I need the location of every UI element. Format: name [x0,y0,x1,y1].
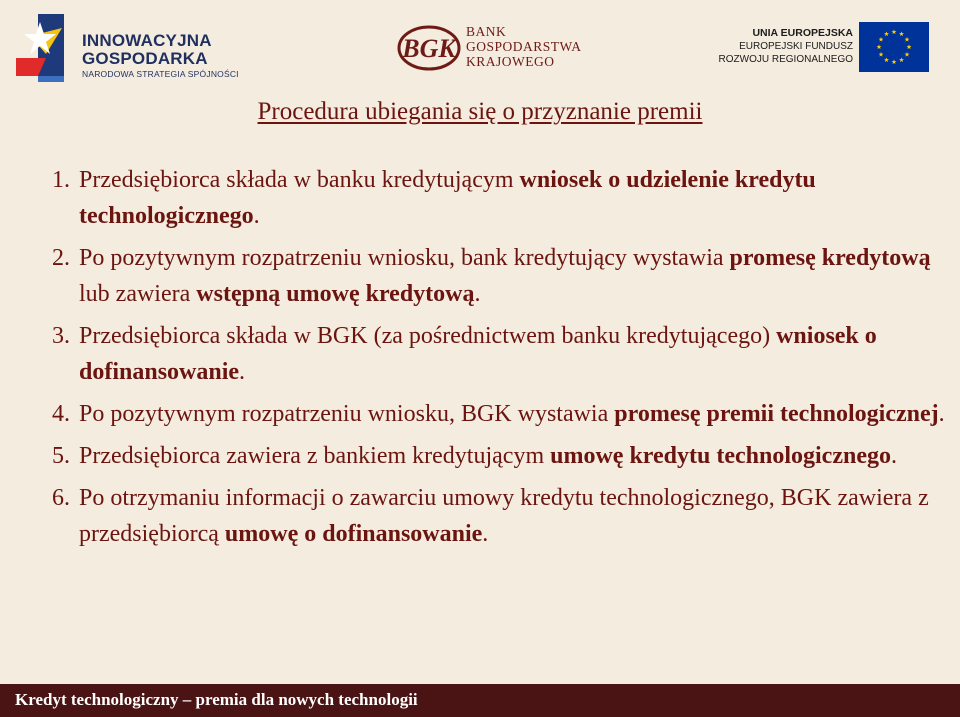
step-2 [52,240,947,312]
ue-line-3: ROZWOJU REGIONALNEGO [718,54,853,65]
bgk-line-3: KRAJOWEGO [466,54,555,69]
footer-text: Kredyt technologiczny – premia dla nowych technologii [15,690,418,709]
ig-line-1: INNOWACYJNA [82,31,212,50]
innowacyjna-gospodarka-logo [16,14,246,82]
step-text: Przedsiębiorca zawiera z bankiem kredytującym umowę kredytu technologicznego. [79,443,897,469]
step-5 [52,438,947,474]
step-number: 3. [52,323,70,349]
slide-title: Procedura ubiegania się o przyznanie premii [257,98,703,125]
step-number: 4. [52,401,70,427]
ue-line-1: UNIA EUROPEJSKA [752,27,853,39]
step-number: 6. [52,485,70,511]
bgk-logo [396,20,596,76]
bgk-line-2: GOSPODARSTWA [466,39,582,54]
procedure-steps [52,162,947,558]
step-text: Przedsiębiorca składa w BGK (za pośrednictwem banku kredytującego) wniosek o dofinansowanie. [79,323,877,385]
eu-flag-icon [859,22,929,72]
step-number: 2. [52,245,70,271]
bgk-monogram-icon [396,24,462,72]
bgk-line-1: BANK [466,24,507,39]
step-number: 1. [52,167,70,193]
step-text: Po pozytywnym rozpatrzeniu wniosku, bank kredytujący wystawia promesę kredytową lub zawiera wstępną umowę kredytową. [79,245,931,307]
step-number: 5. [52,443,70,469]
ig-line-3: NARODOWA STRATEGIA SPÓJNOŚCI [82,69,239,79]
step-3 [52,318,947,390]
step-4 [52,396,947,432]
bgk-monogram-text: BGK [402,34,456,63]
ue-line-2: EUROPEJSKI FUNDUSZ [739,41,853,52]
slide-footer [0,684,960,717]
star-emblem-icon [16,14,78,82]
step-6 [52,480,947,552]
slide-header [0,0,960,88]
step-text: Po otrzymaniu informacji o zawarciu umowy kredytu technologicznego, BGK zawiera z przedsiębiorcą umowę o dofinansowanie. [79,485,929,547]
step-1 [52,162,947,234]
step-text: Po pozytywnym rozpatrzeniu wniosku, BGK wystawia promesę premii technologicznej. [79,401,945,427]
unia-europejska-logo [720,22,945,78]
ig-line-2: GOSPODARKA [82,49,208,68]
step-text: Przedsiębiorca składa w banku kredytującym wniosek o udzielenie kredytu technologicznego. [79,167,816,229]
